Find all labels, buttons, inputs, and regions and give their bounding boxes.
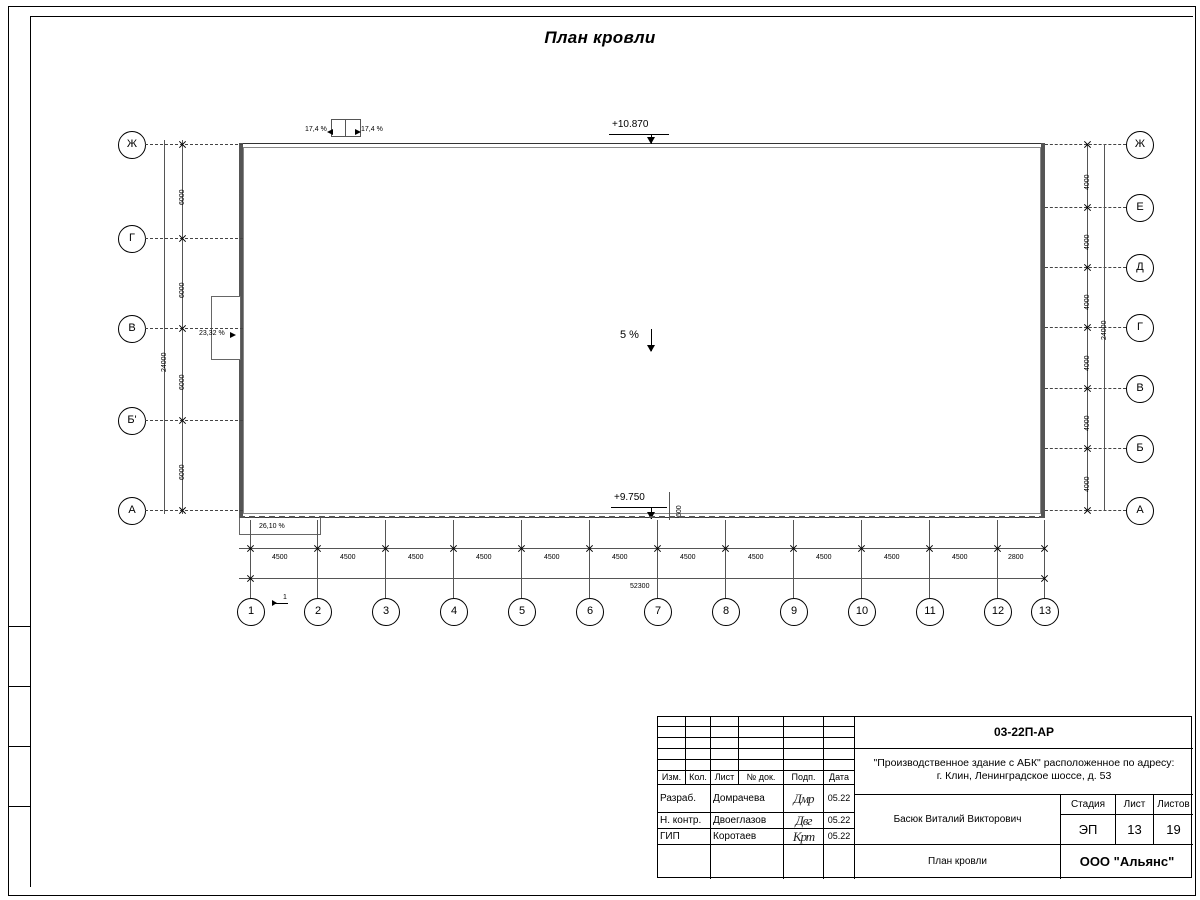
stamp-sheet-title: План кровли — [855, 845, 1061, 879]
dim-right-total: 24000 — [1101, 320, 1108, 340]
axis-circle-right-1[interactable]: Е — [1126, 194, 1154, 222]
stamp-customer: Басюк Виталий Викторович — [855, 795, 1061, 845]
slope-vent-right-arrow — [355, 129, 361, 135]
slope-vent-left-label: 17,4 % — [305, 126, 327, 133]
dim-tick-left-1 — [178, 234, 187, 243]
stamp-header-kol: Кол. — [686, 771, 711, 785]
axis-line-bottom-1 — [317, 520, 318, 598]
stamp-stage-label: Стадия — [1061, 795, 1116, 815]
elevation-top-label: +10.870 — [612, 119, 649, 130]
stamp-grid-r2c3 — [739, 738, 784, 749]
stamp-object-line-1: "Производственное здание с АБК" расположенное по адресу: — [873, 757, 1175, 769]
stamp-grid-r0c5 — [824, 717, 855, 727]
stamp-row-2-name: Коротаев — [711, 829, 784, 845]
dim-bottom-total: 52300 — [630, 583, 650, 590]
dim-tick-right-2 — [1083, 263, 1092, 272]
axis-circle-left-1[interactable]: Г — [118, 225, 146, 253]
axis-line-bottom-11 — [997, 520, 998, 598]
dim-right-3: 4000 — [1084, 355, 1091, 371]
dim-tick-right-5 — [1083, 444, 1092, 453]
dim-bottom-7: 4500 — [748, 554, 764, 561]
stamp-header-list: Лист — [711, 771, 739, 785]
stamp-grid-r1c1 — [686, 727, 711, 738]
stamp-grid-r1c4 — [784, 727, 824, 738]
stamp-row-0-name: Домрачева — [711, 785, 784, 813]
dim-bottom-4: 4500 — [544, 554, 560, 561]
stamp-grid-r0c0 — [658, 717, 686, 727]
dim-tick-bottom-1 — [313, 544, 322, 553]
stamp-grid-r2c1 — [686, 738, 711, 749]
stamp-list-label: Лист — [1116, 795, 1154, 815]
dim-tick-bottom-6 — [653, 544, 662, 553]
axis-circle-right-3[interactable]: Г — [1126, 314, 1154, 342]
axis-circle-right-6[interactable]: А — [1126, 497, 1154, 525]
axis-circle-right-4[interactable]: В — [1126, 375, 1154, 403]
axis-line-bottom-8 — [793, 520, 794, 598]
dim-tick-bottom-0 — [246, 544, 255, 553]
dim-tick-bottom-4 — [517, 544, 526, 553]
dim-tick-right-3 — [1083, 323, 1092, 332]
dim-left-2: 6000 — [179, 374, 186, 390]
dim-tick-bottom-2 — [381, 544, 390, 553]
stamp-header-data: Дата — [824, 771, 855, 785]
dim-tick-bottom-3 — [449, 544, 458, 553]
stamp-grid-r0c2 — [711, 717, 739, 727]
slope-side-arrow — [230, 332, 236, 338]
axis-circle-right-5[interactable]: Б — [1126, 435, 1154, 463]
dim-bottom-9: 4500 — [884, 554, 900, 561]
page-title: План кровли — [544, 28, 656, 47]
dim-tick-left-4 — [178, 506, 187, 515]
stamp-grid-r4c2 — [711, 760, 739, 771]
left-margin-divider-1 — [8, 626, 30, 627]
slope-bottom-label: 26,10 % — [259, 523, 285, 530]
stamp-grid-r4c0 — [658, 760, 686, 771]
stamp-row-2-date: 05.22 — [824, 829, 855, 845]
stamp-grid-r1c3 — [739, 727, 784, 738]
axis-circle-bottom-1[interactable]: 2 — [304, 598, 332, 626]
axis-circle-left-4[interactable]: А — [118, 497, 146, 525]
dim-bottom-6: 4500 — [680, 554, 696, 561]
stamp-grid-r3c2 — [711, 749, 739, 760]
slope-vent-left-arrow — [327, 129, 333, 135]
slope-main-label: 5 % — [620, 329, 639, 341]
dim-bottom-8: 4500 — [816, 554, 832, 561]
stamp-grid-r4c3 — [739, 760, 784, 771]
stamp-grid-r3c4 — [784, 749, 824, 760]
elevation-top-underline — [609, 134, 669, 135]
dim-right-5: 4000 — [1084, 476, 1091, 492]
dim-bottom-5: 4500 — [612, 554, 628, 561]
stamp-row-0-role: Разраб. — [658, 785, 711, 813]
axis-line-bottom-3 — [453, 520, 454, 598]
slope-vent-right-label: 17,4 % — [361, 126, 383, 133]
axis-circle-bottom-3[interactable]: 4 — [440, 598, 468, 626]
axis-line-left-1 — [145, 238, 243, 239]
dim-tick-right-6 — [1083, 506, 1092, 515]
stamp-grid-r4c1 — [686, 760, 711, 771]
stamp-grid-r2c5 — [824, 738, 855, 749]
stamp-row-3-date — [824, 845, 855, 879]
dim-tick-left-3 — [178, 416, 187, 425]
stamp-row-1-role: Н. контр. — [658, 813, 711, 829]
stamp-grid-r1c0 — [658, 727, 686, 738]
dim-right-0: 4000 — [1084, 174, 1091, 190]
axis-circle-right-2[interactable]: Д — [1126, 254, 1154, 282]
axis-circle-left-2[interactable]: В — [118, 315, 146, 343]
axis-circle-right-0[interactable]: Ж — [1126, 131, 1154, 159]
dim-tick-left-0 — [178, 140, 187, 149]
slope-main-arrow — [647, 345, 655, 352]
dim-tick-bottom-8 — [789, 544, 798, 553]
dim-tick-bottom-5 — [585, 544, 594, 553]
stamp-row-3-name — [711, 845, 784, 879]
stamp-grid-r3c3 — [739, 749, 784, 760]
axis-line-left-3 — [145, 420, 243, 421]
stamp-grid-r3c0 — [658, 749, 686, 760]
axis-line-left-2 — [145, 328, 243, 329]
axis-circle-left-0[interactable]: Ж — [118, 131, 146, 159]
dim-tick-bottom-7 — [721, 544, 730, 553]
axis-line-left-0 — [145, 144, 243, 145]
stamp-grid-r0c4 — [784, 717, 824, 727]
roof-parapet-dashed-line — [239, 516, 1045, 518]
axis-circle-bottom-2[interactable]: 3 — [372, 598, 400, 626]
axis-line-bottom-10 — [929, 520, 930, 598]
axis-line-bottom-2 — [385, 520, 386, 598]
axis-line-bottom-0 — [250, 520, 251, 598]
stamp-row-1-date: 05.22 — [824, 813, 855, 829]
left-margin-divider-2 — [8, 686, 30, 687]
stamp-row-0-signature: Дмр — [784, 785, 824, 813]
dim-chain-left-total-line — [164, 140, 165, 514]
stamp-grid-r0c1 — [686, 717, 711, 727]
stamp-grid-r1c2 — [711, 727, 739, 738]
dim-right-4: 4000 — [1084, 415, 1091, 431]
stamp-grid-r1c5 — [824, 727, 855, 738]
roof-outline-inner — [243, 147, 1041, 514]
axis-line-bottom-4 — [521, 520, 522, 598]
axis-circle-bottom-5[interactable]: 6 — [576, 598, 604, 626]
stamp-list-value: 13 — [1116, 815, 1154, 845]
elevation-bottom-label: +9.750 — [614, 492, 645, 503]
axis-circle-bottom-9[interactable]: 10 — [848, 598, 876, 626]
dim-bottom-1: 4500 — [340, 554, 356, 561]
elevation-bottom-underline — [611, 507, 667, 508]
section-mark-label: 1 — [283, 594, 287, 601]
dim-bottom-11: 2800 — [1008, 554, 1024, 561]
elevation-top-arrow — [647, 137, 655, 144]
stamp-object-line-2: г. Клин, Ленинградское шоссе, д. 53 — [936, 770, 1112, 782]
dim-tick-right-4 — [1083, 384, 1092, 393]
axis-line-bottom-9 — [861, 520, 862, 598]
axis-circle-bottom-11[interactable]: 12 — [984, 598, 1012, 626]
left-margin-divider-3 — [8, 746, 30, 747]
stamp-grid-r4c4 — [784, 760, 824, 771]
dim-bottom-10: 4500 — [952, 554, 968, 561]
slope-side-label: 23,32 % — [199, 330, 225, 337]
stamp-firm-name: ООО "Альянс" — [1079, 854, 1175, 869]
dim-left-1: 6000 — [179, 282, 186, 298]
axis-line-bottom-6 — [657, 520, 658, 598]
parapet-dim-label: 600 — [676, 505, 683, 517]
dim-bottom-3: 4500 — [476, 554, 492, 561]
stamp-stage-value: ЭП — [1061, 815, 1116, 845]
dim-tick-bottom-12 — [1040, 544, 1049, 553]
stamp-lists-label: Листов — [1154, 795, 1193, 815]
axis-line-bottom-7 — [725, 520, 726, 598]
stamp-header-izm: Изм. — [658, 771, 686, 785]
stamp-grid-r4c5 — [824, 760, 855, 771]
axis-line-bottom-5 — [589, 520, 590, 598]
stamp-row-3-signature — [784, 845, 824, 879]
dim-tick-bottom-10 — [925, 544, 934, 553]
axis-line-left-4 — [145, 510, 243, 511]
stamp-row-1-signature: Двг — [784, 813, 824, 829]
axis-circle-bottom-0[interactable]: 1 — [237, 598, 265, 626]
axis-circle-bottom-8[interactable]: 9 — [780, 598, 808, 626]
stamp-row-1-name: Двоеглазов — [711, 813, 784, 829]
stamp-object-name — [855, 749, 1193, 795]
axis-circle-bottom-10[interactable]: 11 — [916, 598, 944, 626]
stamp-row-0-date: 05.22 — [824, 785, 855, 813]
stamp-row-3-role — [658, 845, 711, 879]
axis-circle-bottom-7[interactable]: 8 — [712, 598, 740, 626]
stamp-lists-value: 19 — [1154, 815, 1193, 845]
dim-tick-right-1 — [1083, 203, 1092, 212]
dim-tick-bottom-9 — [857, 544, 866, 553]
axis-circle-left-3[interactable]: Б' — [118, 407, 146, 435]
dim-tick-right-0 — [1083, 140, 1092, 149]
roof-wall-right — [1041, 143, 1045, 518]
dim-tick-total-right — [1040, 574, 1049, 583]
stamp-grid-r2c0 — [658, 738, 686, 749]
section-mark-arrow — [272, 600, 277, 606]
stamp-project-code: 03-22П-АР — [855, 717, 1193, 749]
stamp-header-ndoc: № док. — [739, 771, 784, 785]
stamp-grid-r2c2 — [711, 738, 739, 749]
dim-left-total: 24000 — [161, 352, 168, 372]
axis-circle-bottom-4[interactable]: 5 — [508, 598, 536, 626]
axis-line-bottom-12 — [1044, 520, 1045, 598]
dim-left-0: 6000 — [179, 189, 186, 205]
dim-right-1: 4000 — [1084, 234, 1091, 250]
axis-circle-bottom-12[interactable]: 13 — [1031, 598, 1059, 626]
dim-bottom-2: 4500 — [408, 554, 424, 561]
stamp-grid-r3c1 — [686, 749, 711, 760]
dim-left-3: 6000 — [179, 464, 186, 480]
stamp-header-podp: Подп. — [784, 771, 824, 785]
stamp-grid-r2c4 — [784, 738, 824, 749]
dim-tick-bottom-11 — [993, 544, 1002, 553]
axis-circle-bottom-6[interactable]: 7 — [644, 598, 672, 626]
stamp-row-2-role: ГИП — [658, 829, 711, 845]
stamp-row-2-signature: Крт — [784, 829, 824, 845]
dim-tick-total-left — [246, 574, 255, 583]
title-block — [657, 716, 1192, 878]
stamp-grid-r3c5 — [824, 749, 855, 760]
stamp-grid-r0c3 — [739, 717, 784, 727]
left-margin-divider-4 — [8, 806, 30, 807]
dim-tick-left-2 — [178, 324, 187, 333]
dim-right-2: 4000 — [1084, 294, 1091, 310]
dim-bottom-0: 4500 — [272, 554, 288, 561]
dim-chain-bottom-total-line — [239, 578, 1045, 579]
